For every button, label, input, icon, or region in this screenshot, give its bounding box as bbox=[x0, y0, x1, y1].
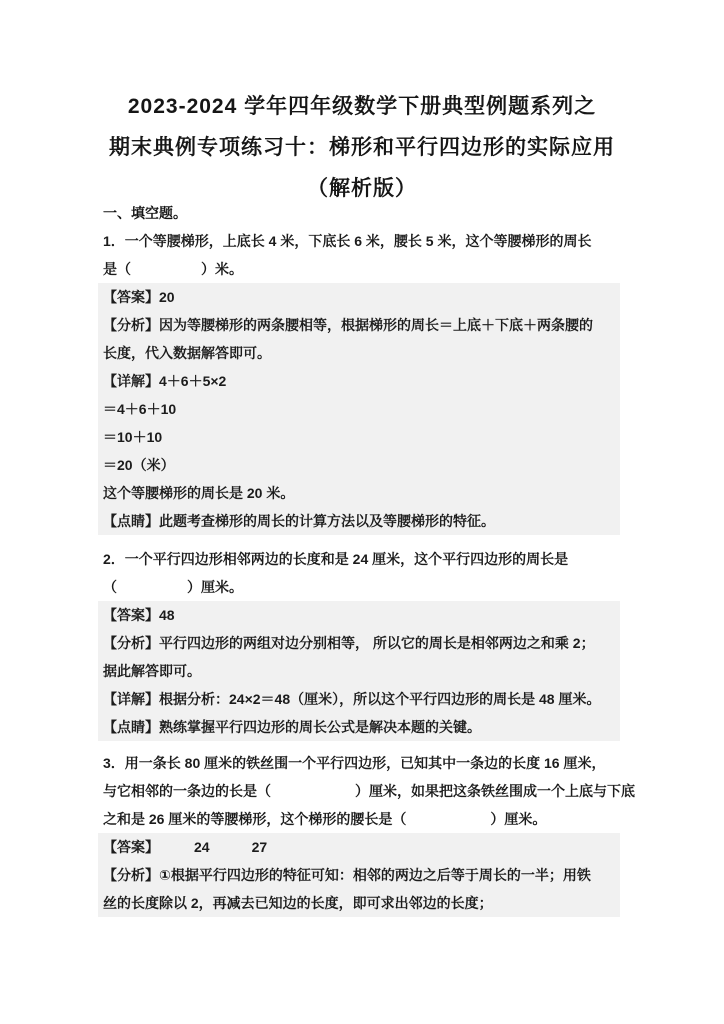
question-3-line-2: 与它相邻的一条边的长是（ ）厘米，如果把这条铁丝围成一个上底与下底 bbox=[103, 783, 635, 799]
question-3-line-1: 3．用一条长 80 厘米的铁丝围一个平行四边形，已知其中一条边的长度 16 厘米， bbox=[103, 755, 606, 771]
question-3-line-3: 之和是 26 厘米的等腰梯形，这个梯形的腰长是（ ）厘米。 bbox=[103, 811, 547, 827]
answer-block-3 bbox=[98, 833, 620, 917]
answer-3-analysis-line-1: 【分析】①根据平行四边形的特征可知：相邻的两边之后等于周长的一半；用铁 bbox=[103, 867, 591, 883]
answer-1-analysis-line-1: 【分析】因为等腰梯形的两条腰相等，根据梯形的周长＝上底＋下底＋两条腰的 bbox=[103, 317, 593, 333]
answer-1-solution-line-2: ＝4＋6＋10 bbox=[103, 401, 177, 417]
answer-1-analysis-line-2: 长度，代入数据解答即可。 bbox=[103, 345, 271, 361]
question-1 bbox=[103, 227, 613, 283]
title-line-1: 2023-2024 学年四年级数学下册典型例题系列之 bbox=[127, 95, 597, 118]
document-title bbox=[0, 86, 724, 209]
answer-1-solution-line-1: 【详解】4＋6＋5×2 bbox=[103, 373, 227, 389]
answer-3-answer: 【答案】 24 27 bbox=[103, 839, 268, 855]
answer-1-answer: 【答案】20 bbox=[103, 289, 175, 305]
question-2-line-1: 2．一个平行四边形相邻两边的长度和是 24 厘米，这个平行四边形的周长是 bbox=[103, 551, 569, 567]
answer-block-1 bbox=[98, 283, 620, 535]
answer-2-analysis-line-1: 【分析】平行四边形的两组对边分别相等， 所以它的周长是相邻两边之和乘 2； bbox=[103, 635, 595, 651]
answer-1-solution-line-3: ＝10＋10 bbox=[103, 429, 163, 445]
answer-2-analysis-line-2: 据此解答即可。 bbox=[103, 663, 201, 679]
question-2 bbox=[103, 545, 613, 601]
answer-2-remark: 【点睛】熟练掌握平行四边形的周长公式是解决本题的关键。 bbox=[103, 719, 481, 735]
title-line-2: 期末典例专项练习十：梯形和平行四边形的实际应用 bbox=[109, 136, 615, 159]
section-heading: 一、填空题。 bbox=[103, 205, 187, 221]
answer-2-solution: 【详解】根据分析：24×2＝48（厘米），所以这个平行四边形的周长是 48 厘米。 bbox=[103, 691, 601, 707]
answer-3-analysis-line-2: 丝的长度除以 2，再减去已知边的长度，即可求出邻边的长度； bbox=[103, 895, 493, 911]
answer-1-solution-line-4: ＝20（米） bbox=[103, 457, 175, 473]
question-1-line-1: 1．一个等腰梯形，上底长 4 米，下底长 6 米，腰长 5 米，这个等腰梯形的周长 bbox=[103, 233, 592, 249]
question-3 bbox=[103, 749, 635, 833]
question-2-line-2: （ ）厘米。 bbox=[103, 579, 243, 595]
answer-1-solution-line-5: 这个等腰梯形的周长是 20 米。 bbox=[103, 485, 295, 501]
answer-1-remark: 【点睛】此题考查梯形的周长的计算方法以及等腰梯形的特征。 bbox=[103, 513, 495, 529]
question-1-line-2: 是（ ）米。 bbox=[103, 261, 243, 277]
answer-2-answer: 【答案】48 bbox=[103, 607, 175, 623]
answer-block-2 bbox=[98, 601, 620, 741]
document-body bbox=[103, 199, 635, 917]
title-line-3: （解析版） bbox=[307, 177, 417, 200]
